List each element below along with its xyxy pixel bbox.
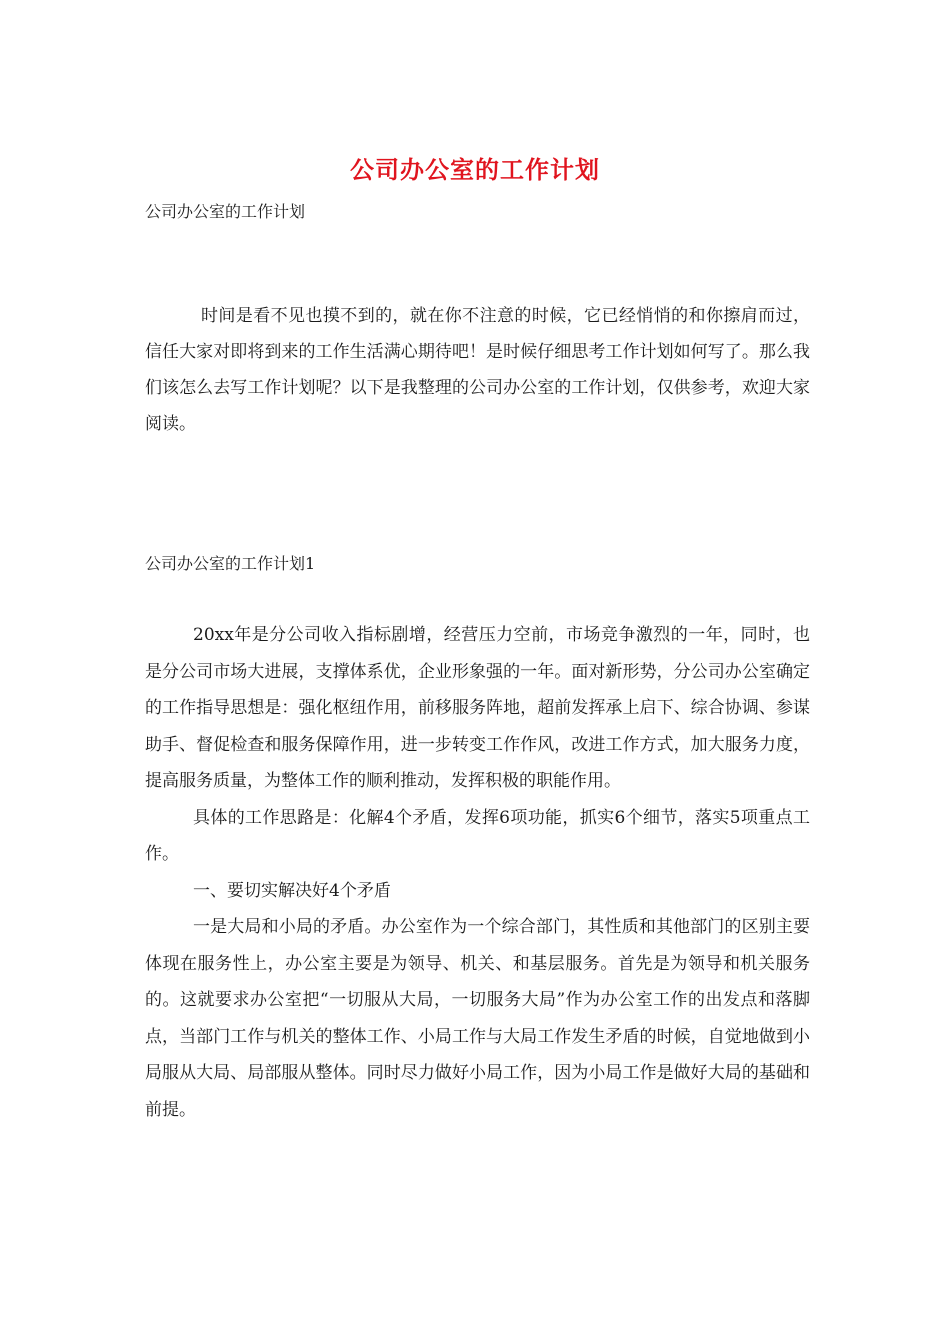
section-heading: 公司办公室的工作计划1 <box>145 554 316 573</box>
body-paragraph: 一是大局和小局的矛盾。办公室作为一个综合部门，其性质和其他部门的区别主要体现在服务性上，办公室主要是为领导、机关、和基层服务。首先是为领导和机关服务的。这就要求办公室把“一切服从大局，一切服务大局”作为办公室工作的出发点和落脚点，当部门工作与机关的整体工作、小局工作与大局工作发生矛盾的时候，自觉地做到小局服从大局、局部服从整体。同时尽力做好小局工作，因为小局工作是做好大局的基础和前提。 <box>145 917 810 1120</box>
body-text-block <box>145 617 810 1128</box>
intro-paragraph: 时间是看不见也摸不到的，就在你不注意的时候，它已经悄悄的和你擦肩而过，信任大家对即将到来的工作生活满心期待吧！是时候仔细思考工作计划如何写了。那么我们该怎么去写工作计划呢？以下是我整理的公司办公室的工作计划，仅供参考，欢迎大家阅读。 <box>145 306 810 434</box>
body-paragraph: 具体的工作思路是：化解4个矛盾，发挥6项功能，抓实6个细节，落实5项重点工作。 <box>145 807 810 864</box>
body-paragraph: 20xx年是分公司收入指标剧增，经营压力空前，市场竞争激烈的一年，同时，也是分公司市场大进展，支撑体系优，企业形象强的一年。面对新形势，分公司办公室确定的工作指导思想是：强化枢纽作用，前移服务阵地，超前发挥承上启下、综合协调、参谋助手、督促检查和服务保障作用，进一步转变工作作风，改进工作方式，加大服务力度，提高服务质量，为整体工作的顺利推动，发挥积极的职能作用。 <box>145 625 810 791</box>
document-title: 公司办公室的工作计划 <box>350 155 600 184</box>
body-paragraph: 一、要切实解决好4个矛盾 <box>193 880 391 901</box>
intro-paragraph-block <box>145 298 810 442</box>
document-subtitle: 公司办公室的工作计划 <box>145 202 306 221</box>
